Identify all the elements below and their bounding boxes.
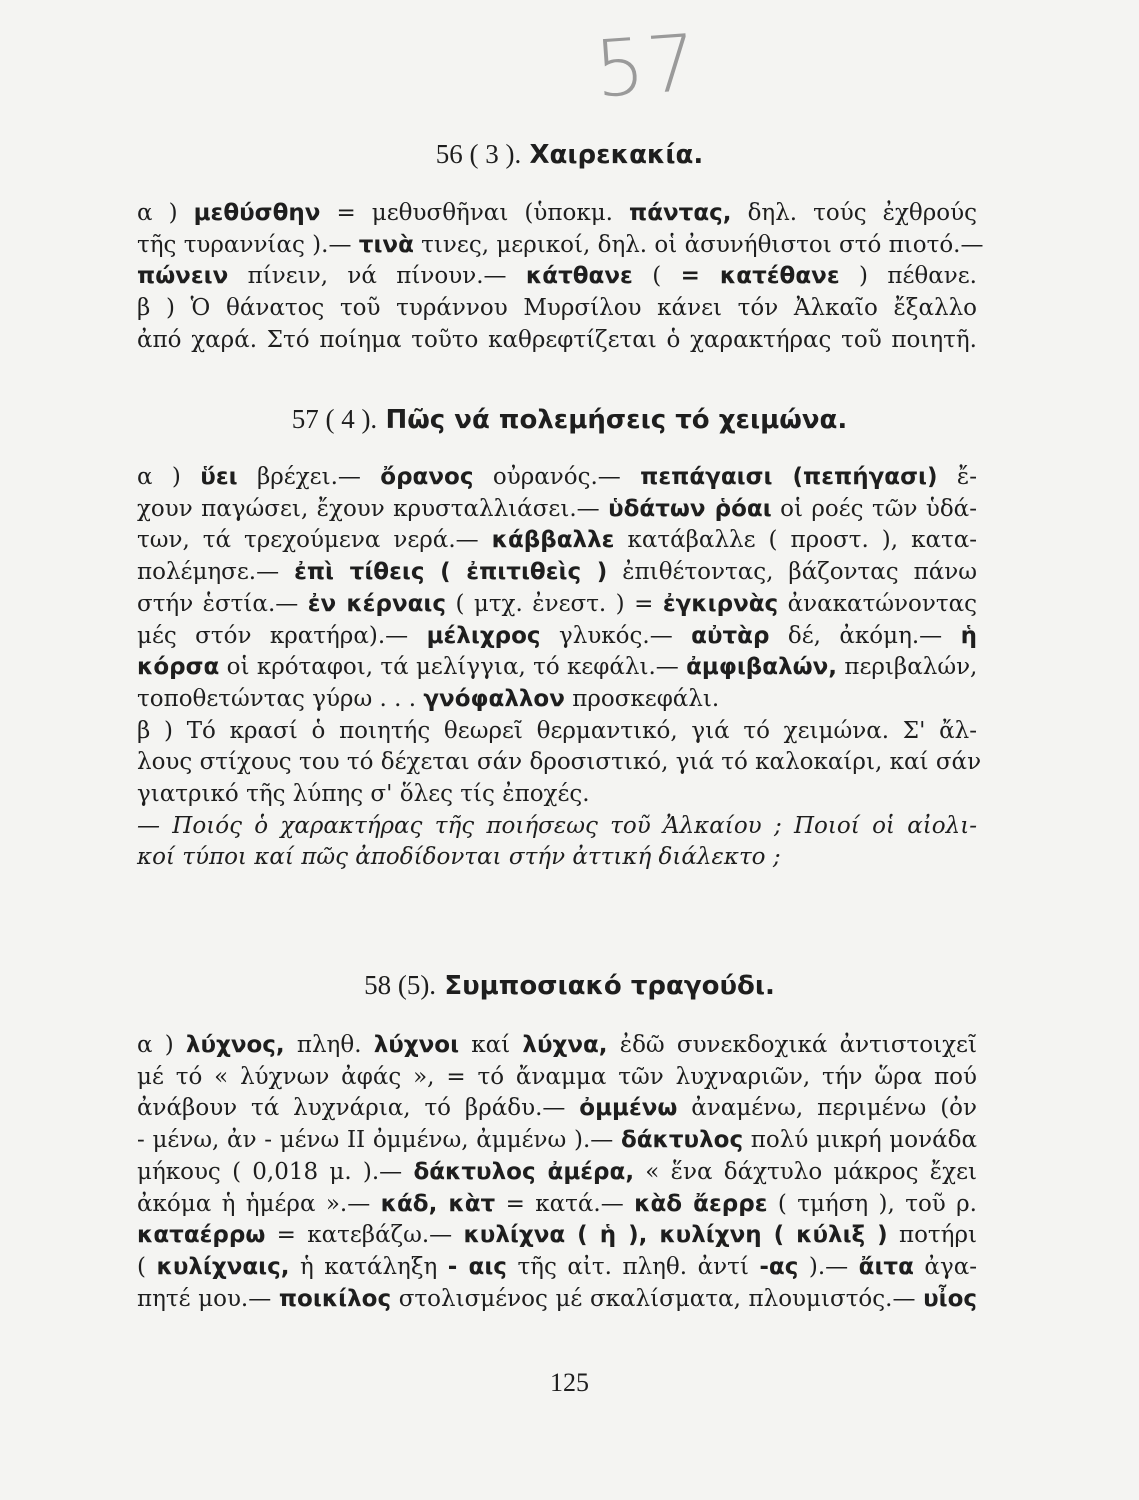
- section-title: Πῶς νά πολεμήσεις τό χειμώνα.: [385, 405, 848, 435]
- text-run: πληθ.: [284, 1032, 374, 1058]
- bold-term: κάββαλλε: [491, 527, 615, 553]
- italic-text: κοί τύποι καί πῶς ἀποδίδονται στήν ἀττική διάλεκτο ;: [137, 844, 781, 870]
- text-run: β ) Τό κρασί ὁ ποιητής θεωρεῖ θερμαντικό, γιά τό χειμώνα. Σ' ἄλ-: [137, 718, 977, 744]
- text-run: ἀγα-: [913, 1254, 977, 1280]
- section-number: 56 ( 3 ).: [435, 139, 522, 169]
- text-line: [137, 842, 977, 872]
- text-line: [137, 1284, 977, 1314]
- bold-term: ἐγκιρνὰς: [662, 591, 779, 617]
- text-run: μές στόν κρατήρα).—: [137, 623, 427, 649]
- bold-term: ἐπὶ τίθεις ( ἐπιτιθεὶς ): [294, 559, 608, 585]
- text-run: τῆς αἰτ. πληθ. ἀντί: [506, 1254, 760, 1280]
- text-run: ἀκόμα ἡ ἡμέρα ».—: [137, 1191, 381, 1217]
- text-run: οἱ ροές τῶν ὑδά-: [771, 496, 977, 522]
- text-run: κατάβαλλε ( προστ. ), κατα-: [614, 527, 977, 553]
- text-run: πολύ μικρή μονάδα: [743, 1127, 977, 1153]
- text-line: [137, 525, 977, 555]
- text-run: γλυκός.—: [540, 623, 692, 649]
- italic-text: — Ποιός ὁ χαρακτήρας τῆς ποιήσεως τοῦ Ἀλκαίου ; Ποιοί οἱ αἰολι-: [137, 813, 977, 839]
- bold-term: πάντας,: [629, 200, 732, 226]
- text-run: προσκεφάλι.: [564, 686, 720, 712]
- bold-term: ἡ: [960, 623, 977, 649]
- text-run: ).—: [798, 1254, 859, 1280]
- text-run: χουν παγώσει, ἔχουν κρυσταλλιάσει.—: [137, 496, 609, 522]
- text-run: οὐρανός.—: [473, 464, 641, 490]
- text-run: « ἕνα δάχτυλο μάκρος ἔχει: [634, 1159, 978, 1185]
- bold-term: κὰδ ἄερρε: [634, 1191, 768, 1217]
- bold-term: μέλιχρος: [426, 623, 541, 649]
- text-run: β ) Ὁ θάνατος τοῦ τυράννου Μυρσίλου κάνει τόν Ἀλκαῖο ἔξαλλο: [137, 295, 977, 321]
- text-run: οἱ κρόταφοι, τά μελίγγια, τό κεφάλι.—: [219, 654, 687, 680]
- text-line: [137, 1062, 977, 1092]
- bold-term: ὄρανος: [380, 464, 474, 490]
- text-run: περιβαλών,: [837, 654, 978, 680]
- bold-term: δάκτυλος: [620, 1127, 744, 1153]
- text-line: [137, 1093, 977, 1123]
- text-run: γιατρικό τῆς λύπης σ' ὅλες τίς ἐποχές.: [137, 781, 590, 807]
- text-line: [137, 1220, 977, 1250]
- text-line: [137, 1157, 977, 1187]
- text-run: πολέμησε.—: [137, 559, 295, 585]
- text-line: [137, 716, 977, 746]
- section-title: Συμποσιακό τραγούδι.: [444, 971, 775, 1001]
- text-line: [137, 198, 977, 228]
- text-run: ἡ κατάληξη: [289, 1254, 448, 1280]
- section-heading: [0, 139, 1139, 170]
- text-run: ( μτχ. ἐνεστ. ) =: [446, 591, 663, 617]
- text-run: βρέχει.—: [237, 464, 381, 490]
- bold-term: κάτθανε: [525, 263, 633, 289]
- section-number: 58 (5).: [364, 970, 437, 1000]
- text-line: [137, 230, 984, 260]
- text-run: α ): [137, 464, 201, 490]
- text-run: = μεθυσθῆναι (ὑποκμ.: [320, 200, 630, 226]
- bold-term: πώνειν: [137, 263, 229, 289]
- section-title: Χαιρεκακία.: [529, 140, 704, 170]
- text-run: ἐδῶ συνεκδοχικά ἀντιστοιχεῖ: [607, 1032, 977, 1058]
- text-run: καί: [459, 1032, 523, 1058]
- text-run: ἀναμένω, περιμένω (ὀν: [677, 1095, 977, 1121]
- bold-term: ὀμμένω: [579, 1095, 678, 1121]
- bold-term: -ας: [759, 1254, 799, 1280]
- text-line: [137, 811, 977, 841]
- text-run: = κατεβάζω.—: [265, 1222, 464, 1248]
- bold-term: = κατέθανε: [680, 263, 840, 289]
- text-run: των, τά τρεχούμενα νερά.—: [137, 527, 492, 553]
- bold-term: λύχνα,: [522, 1032, 608, 1058]
- bold-term: κυλίχνα ( ἡ ), κυλίχνη ( κύλιξ ): [463, 1222, 888, 1248]
- section-heading: [0, 404, 1139, 435]
- text-run: μέ τό « λύχνων ἀφάς », = τό ἄναμμα τῶν λυχναριῶν, τήν ὥρα πού: [137, 1064, 977, 1090]
- text-run: - μένω, ἀν - μένω II ὀμμένω, ἀμμένω ).—: [137, 1127, 621, 1153]
- bold-term: ὕει: [200, 464, 238, 490]
- text-run: ἐπιθέτοντας, βάζοντας πάνω: [607, 559, 977, 585]
- text-run: ἀνακατώνοντας: [778, 591, 977, 617]
- bold-term: τινὰ: [358, 232, 414, 258]
- section-heading: [0, 970, 1139, 1001]
- handwritten-page-annotation: 57: [591, 18, 702, 116]
- text-line: [137, 293, 977, 323]
- bold-term: ἄιτα: [858, 1254, 914, 1280]
- text-run: (: [632, 263, 681, 289]
- bold-term: ποικίλος: [278, 1286, 392, 1312]
- text-run: ( τμήση ), τοῦ ρ.: [767, 1191, 977, 1217]
- bold-term: αὐτὰρ: [691, 623, 770, 649]
- bold-term: κάδ, κὰτ: [380, 1191, 496, 1217]
- text-run: στολισμένος μέ σκαλίσματα, πλουμιστός.—: [391, 1286, 924, 1312]
- text-run: τοποθετώντας γύρω . . .: [137, 686, 424, 712]
- bold-term: δάκτυλος ἀμέρα,: [413, 1159, 635, 1185]
- text-run: στήν ἑστία.—: [137, 591, 308, 617]
- bold-term: λύχνος,: [185, 1032, 285, 1058]
- text-line: [137, 462, 977, 492]
- text-run: α ): [137, 200, 194, 226]
- bold-term: πεπάγαισι (πεπήγασι): [640, 464, 938, 490]
- bold-term: γνόφαλλον: [423, 686, 565, 712]
- text-run: ἀνάβουν τά λυχνάρια, τό βράδυ.—: [137, 1095, 580, 1121]
- text-line: [137, 747, 982, 777]
- text-run: (: [137, 1254, 157, 1280]
- text-line: [137, 779, 977, 809]
- text-line: [137, 1125, 977, 1155]
- text-run: ἔ-: [937, 464, 977, 490]
- text-run: τῆς τυραννίας ).—: [137, 232, 359, 258]
- text-run: ) πέθανε.: [839, 263, 977, 289]
- page-number: 125: [550, 1368, 589, 1397]
- bold-term: ὑδάτων ῥόαι: [608, 496, 772, 522]
- bold-term: μεθύσθην: [193, 200, 321, 226]
- text-run: ποτήρι: [887, 1222, 977, 1248]
- bold-term: ἀμφιβαλών,: [686, 654, 838, 680]
- text-run: μήκους ( 0,018 μ. ).—: [137, 1159, 414, 1185]
- text-line: [137, 261, 977, 291]
- text-line: [137, 1252, 977, 1282]
- text-line: [137, 621, 977, 651]
- text-run: δηλ. τούς ἐχθρούς: [731, 200, 977, 226]
- bold-term: καταέρρω: [137, 1222, 266, 1248]
- text-line: [137, 1030, 977, 1060]
- text-line: [137, 652, 977, 682]
- text-line: [137, 1189, 977, 1219]
- bold-term: κυλίχναις,: [156, 1254, 290, 1280]
- bold-term: υἶος: [923, 1286, 978, 1312]
- bold-term: λύχνοι: [373, 1032, 460, 1058]
- section-number: 57 ( 4 ).: [291, 404, 378, 434]
- text-line: [137, 557, 977, 587]
- bold-term: κόρσα: [137, 654, 220, 680]
- text-run: λους στίχους του τό δέχεται σάν δροσιστικό, γιά τό καλοκαίρι, καί σάν: [137, 749, 982, 775]
- text-run: πίνειν, νά πίνουν.—: [228, 263, 526, 289]
- text-line: [137, 325, 977, 355]
- text-run: δέ, ἀκόμη.—: [769, 623, 961, 649]
- text-run: = κατά.—: [495, 1191, 635, 1217]
- text-run: τινες, μερικοί, δηλ. οἱ ἀσυνήθιστοι στό πιοτό.—: [413, 232, 984, 258]
- text-run: α ): [137, 1032, 186, 1058]
- bold-term: - αις: [447, 1254, 507, 1280]
- text-line: [137, 684, 977, 714]
- text-line: [137, 589, 977, 619]
- text-line: [137, 494, 977, 524]
- bold-term: ἐν κέρναις: [307, 591, 447, 617]
- text-run: ἀπό χαρά. Στό ποίημα τοῦτο καθρεφτίζεται ὁ χαρακτήρας τοῦ ποιητῆ.: [137, 327, 977, 353]
- text-run: πητέ μου.—: [137, 1286, 279, 1312]
